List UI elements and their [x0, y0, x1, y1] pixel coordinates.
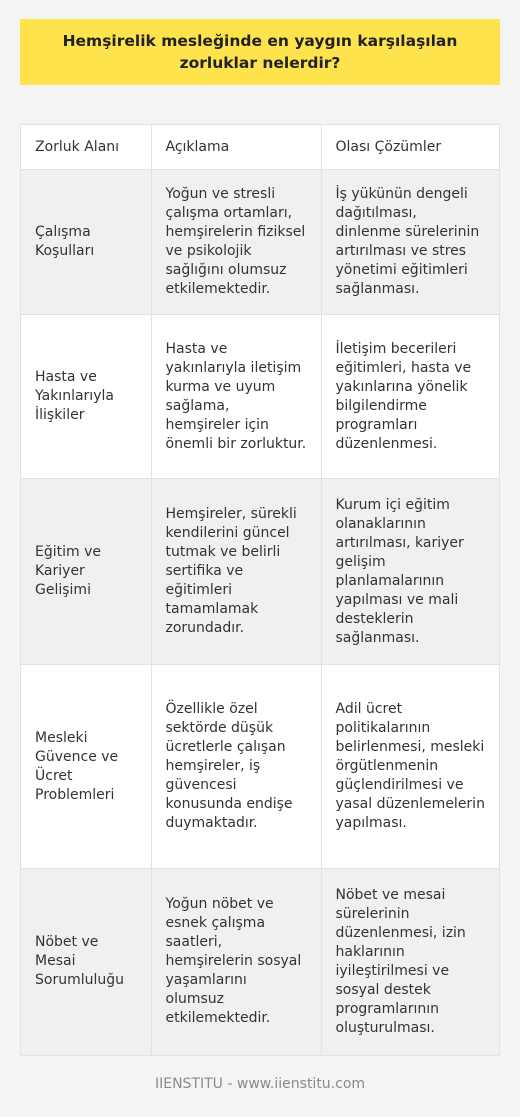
- table-row: [21, 315, 499, 479]
- cell-description: Özellikle özel sektörde düşük ücretlerle çalışan hemşireler, iş güvencesi konusunda endişe duymaktadır.: [151, 665, 321, 869]
- cell-area: Çalışma Koşulları: [21, 170, 151, 315]
- column-header-description: Açıklama: [151, 125, 321, 170]
- cell-area: Mesleki Güvence ve Ücret Problemleri: [21, 665, 151, 869]
- column-header-solutions: Olası Çözümler: [321, 125, 499, 170]
- cell-solution: İletişim becerileri eğitimleri, hasta ve yakınlarına yönelik bilgilendirme programları düzenlenmesi.: [321, 315, 499, 479]
- cell-description: Hasta ve yakınlarıyla iletişim kurma ve uyum sağlama, hemşireler için önemli bir zorluktur.: [151, 315, 321, 479]
- cell-area: Eğitim ve Kariyer Gelişimi: [21, 479, 151, 665]
- cell-description: Yoğun nöbet ve esnek çalışma saatleri, hemşirelerin sosyal yaşamlarını olumsuz etkilemektedir.: [151, 869, 321, 1055]
- cell-solution: Adil ücret politikalarının belirlenmesi, mesleki örgütlenmenin güçlendirilmesi ve yasal düzenlemelerin yapılması.: [321, 665, 499, 869]
- column-header-area: Zorluk Alanı: [21, 125, 151, 170]
- cell-area: Hasta ve Yakınlarıyla İlişkiler: [21, 315, 151, 479]
- cell-description: Yoğun ve stresli çalışma ortamları, hemşirelerin fiziksel ve psikolojik sağlığını olumsuz etkilemektedir.: [151, 170, 321, 315]
- challenges-table: [20, 124, 500, 1056]
- cell-solution: Kurum içi eğitim olanaklarının artırılması, kariyer gelişim planlamalarının yapılması ve mali desteklerin sağlanması.: [321, 479, 499, 665]
- cell-area: Nöbet ve Mesai Sorumluluğu: [21, 869, 151, 1055]
- page-title: Hemşirelik mesleğinde en yaygın karşılaşılan zorluklar nelerdir?: [62, 32, 458, 72]
- table-row: [21, 479, 499, 665]
- footer-credit: IIENSTITU - www.iienstitu.com: [154, 1076, 366, 1092]
- table-row: [21, 665, 499, 869]
- table-header-row: [21, 125, 499, 170]
- cell-description: Hemşireler, sürekli kendilerini güncel tutmak ve belirli sertifika ve eğitimleri tamamlamak zorundadır.: [151, 479, 321, 665]
- title-banner: [20, 19, 500, 85]
- table-row: [21, 869, 499, 1055]
- cell-solution: Nöbet ve mesai sürelerinin düzenlenmesi, izin haklarının iyileştirilmesi ve sosyal destek programlarının oluşturulması.: [321, 869, 499, 1055]
- cell-solution: İş yükünün dengeli dağıtılması, dinlenme sürelerinin artırılması ve stres yönetimi eğitimleri sağlanması.: [321, 170, 499, 315]
- table-row: [21, 170, 499, 315]
